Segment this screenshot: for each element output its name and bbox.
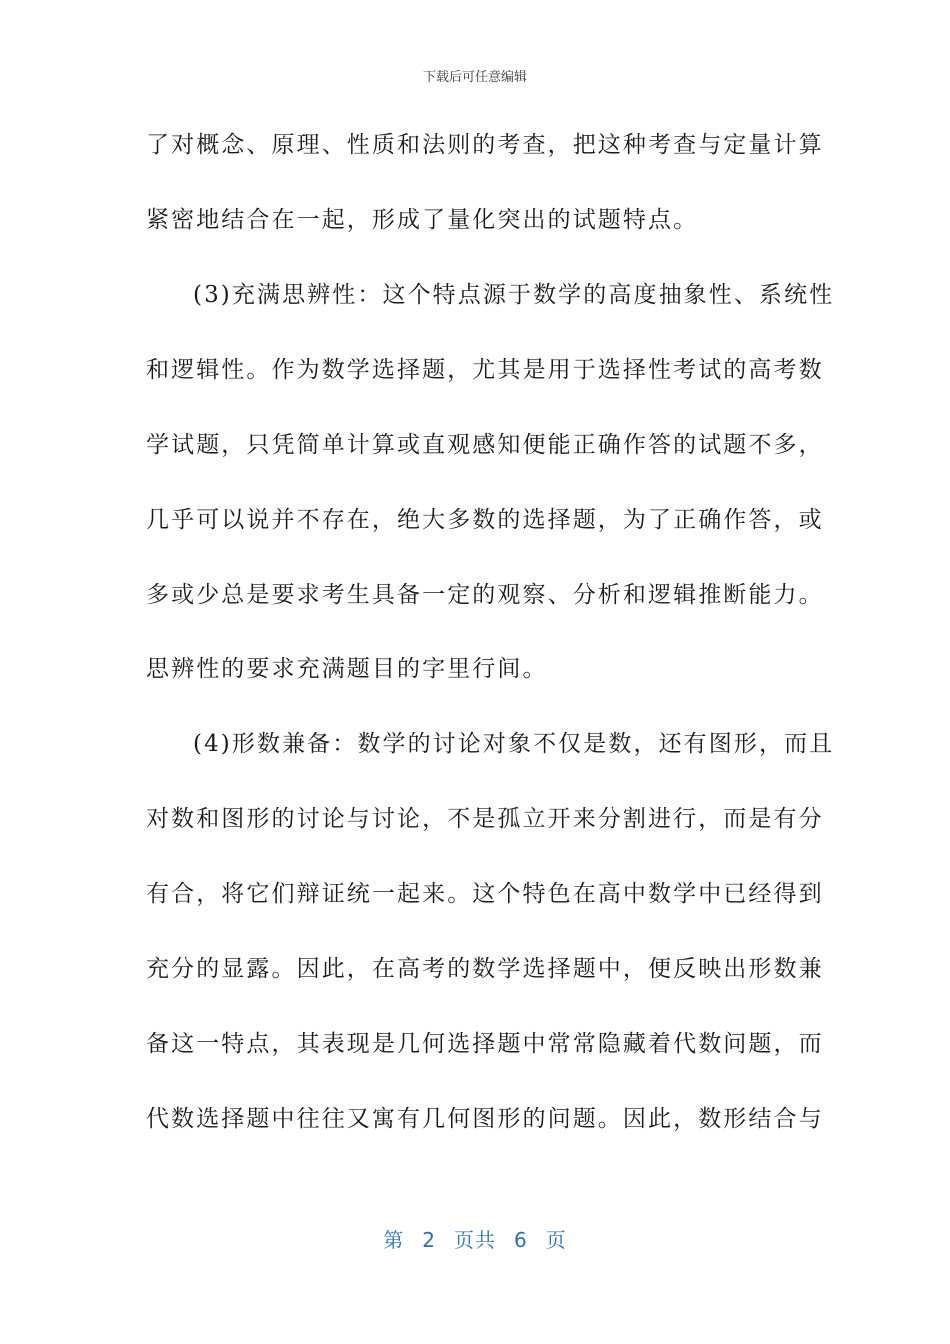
text-line: 充分的显露。因此，在高考的数学选择题中，便反映出形数兼 bbox=[146, 956, 824, 982]
footer-prefix: 第 bbox=[383, 1228, 405, 1252]
text-line: 学试题，只凭简单计算或直观感知便能正确作答的试题不多， bbox=[146, 432, 824, 458]
text-line: 对数和图形的讨论与讨论，不是孤立开来分割进行，而是有分 bbox=[146, 806, 824, 832]
text-line: (4)形数兼备：数学的讨论对象不仅是数，还有图形，而且 bbox=[193, 731, 835, 757]
page-header: 下载后可任意编辑 bbox=[422, 70, 527, 85]
page-footer bbox=[0, 1224, 950, 1253]
text-line: 有合，将它们辩证统一起来。这个特色在高中数学中已经得到 bbox=[146, 881, 824, 907]
text-line: 和逻辑性。作为数学选择题，尤其是用于选择性考试的高考数 bbox=[146, 357, 824, 383]
footer-suffix: 页 bbox=[545, 1228, 567, 1252]
text-line: 代数选择题中往往又寓有几何图形的问题。因此，数形结合与 bbox=[146, 1106, 824, 1132]
current-page-number: 2 bbox=[422, 1228, 436, 1252]
text-line: 思辨性的要求充满题目的字里行间。 bbox=[146, 656, 548, 682]
text-line: 多或少总是要求考生具备一定的观察、分析和逻辑推断能力。 bbox=[146, 582, 824, 608]
text-line: 了对概念、原理、性质和法则的考查，把这种考查与定量计算 bbox=[146, 132, 824, 158]
text-line: (3)充满思辨性：这个特点源于数学的高度抽象性、系统性 bbox=[193, 282, 835, 308]
text-line: 几乎可以说并不存在，绝大多数的选择题，为了正确作答，或 bbox=[146, 507, 824, 533]
footer-middle: 页共 bbox=[454, 1228, 496, 1252]
total-page-number: 6 bbox=[514, 1228, 528, 1252]
text-line: 备这一特点，其表现是几何选择题中常常隐藏着代数问题，而 bbox=[146, 1031, 824, 1057]
text-line: 紧密地结合在一起，形成了量化突出的试题特点。 bbox=[146, 207, 699, 233]
